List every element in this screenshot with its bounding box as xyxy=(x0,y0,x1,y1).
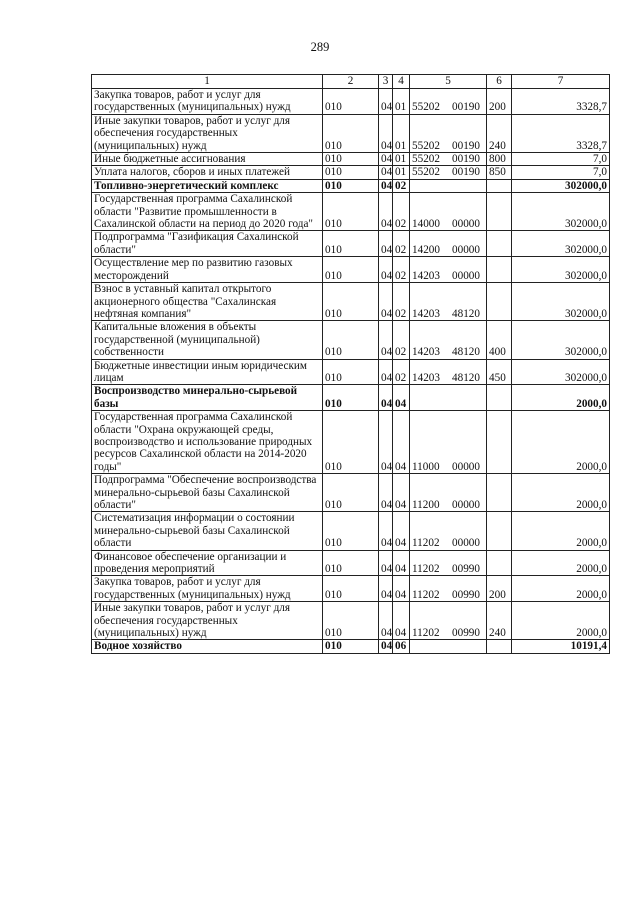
row-code: 010 xyxy=(323,550,379,576)
row-expense-type xyxy=(487,283,512,321)
row-target-article xyxy=(410,153,487,166)
row-name: Осуществление мер по развитию газовых месторождений xyxy=(92,257,323,283)
target-article-direction: 00000 xyxy=(452,269,480,282)
row-subsection: 02 xyxy=(393,321,410,359)
row-expense-type: 850 xyxy=(487,166,512,179)
row-code: 010 xyxy=(323,166,379,179)
row-sum: 3328,7 xyxy=(512,114,610,152)
row-target-article xyxy=(410,193,487,231)
row-section: 04 xyxy=(379,179,393,192)
row-sum: 2000,0 xyxy=(512,474,610,512)
table-row xyxy=(92,231,610,257)
row-name: Уплата налогов, сборов и иных платежей xyxy=(92,166,323,179)
table-row xyxy=(92,512,610,550)
row-section: 04 xyxy=(379,166,393,179)
target-article-program: 14203 xyxy=(412,346,440,359)
row-name: Государственная программа Сахалинской области "Охрана окружающей среды, воспроизводство и использование природных ресурсов Сахалинской области на 2014-2020 годы" xyxy=(92,411,323,474)
row-name: Подпрограмма "Газификация Сахалинской области" xyxy=(92,231,323,257)
row-code: 010 xyxy=(323,474,379,512)
table-row xyxy=(92,283,610,321)
row-sum: 2000,0 xyxy=(512,576,610,602)
header-col-5: 5 xyxy=(410,75,487,89)
table-row xyxy=(92,321,610,359)
row-name: Водное хозяйство xyxy=(92,640,323,653)
row-target-article xyxy=(410,114,487,152)
target-article-direction: 00000 xyxy=(452,499,480,511)
row-target-article xyxy=(410,411,487,474)
table-row xyxy=(92,193,610,231)
row-target-article xyxy=(410,359,487,385)
row-subsection: 04 xyxy=(393,411,410,474)
target-article-direction: 48120 xyxy=(452,371,480,384)
row-target-article xyxy=(410,602,487,640)
row-expense-type xyxy=(487,179,512,192)
row-section: 04 xyxy=(379,359,393,385)
target-article-direction: 00190 xyxy=(452,153,480,166)
row-expense-type xyxy=(487,193,512,231)
header-col-1: 1 xyxy=(92,75,323,89)
target-article-direction: 00000 xyxy=(452,243,480,256)
row-sum: 302000,0 xyxy=(512,193,610,231)
row-subsection: 01 xyxy=(393,166,410,179)
row-section: 04 xyxy=(379,550,393,576)
row-code: 010 xyxy=(323,231,379,257)
row-subsection: 02 xyxy=(393,179,410,192)
row-code: 010 xyxy=(323,179,379,192)
table-row xyxy=(92,474,610,512)
row-target-article xyxy=(410,283,487,321)
target-article-program: 11000 xyxy=(412,460,440,473)
row-code: 010 xyxy=(323,411,379,474)
row-name: Капитальные вложения в объекты государственной (муниципальной) собственности xyxy=(92,321,323,359)
row-code: 010 xyxy=(323,512,379,550)
row-target-article xyxy=(410,89,487,115)
row-expense-type xyxy=(487,640,512,653)
row-expense-type: 240 xyxy=(487,114,512,152)
row-subsection: 04 xyxy=(393,602,410,640)
row-subsection: 02 xyxy=(393,257,410,283)
row-expense-type xyxy=(487,385,512,411)
target-article-program: 11202 xyxy=(412,537,440,550)
row-section: 04 xyxy=(379,231,393,257)
row-subsection: 02 xyxy=(393,231,410,257)
table-row xyxy=(92,602,610,640)
row-target-article xyxy=(410,257,487,283)
row-section: 04 xyxy=(379,321,393,359)
table-row xyxy=(92,640,610,653)
row-code: 010 xyxy=(323,257,379,283)
target-article-direction: 00190 xyxy=(452,139,480,152)
row-sum: 302000,0 xyxy=(512,321,610,359)
row-sum: 3328,7 xyxy=(512,89,610,115)
row-sum: 2000,0 xyxy=(512,512,610,550)
target-article-direction: 00190 xyxy=(452,166,480,179)
row-name: Топливно-энергетический комплекс xyxy=(92,179,323,192)
row-expense-type xyxy=(487,474,512,512)
row-name: Государственная программа Сахалинской области "Развитие промышленности в Сахалинской области на период до 2020 года" xyxy=(92,193,323,231)
row-target-article xyxy=(410,321,487,359)
target-article-program: 55202 xyxy=(412,139,440,152)
row-section: 04 xyxy=(379,257,393,283)
table-row xyxy=(92,166,610,179)
row-expense-type: 800 xyxy=(487,153,512,166)
row-target-article xyxy=(410,512,487,550)
row-name: Подпрограмма "Обеспечение воспроизводства минерально-сырьевой базы Сахалинской области" xyxy=(92,474,323,512)
row-code: 010 xyxy=(323,385,379,411)
target-article-direction: 48120 xyxy=(452,346,480,359)
page-number: 289 xyxy=(310,40,330,54)
table-row xyxy=(92,359,610,385)
row-sum: 2000,0 xyxy=(512,602,610,640)
row-expense-type xyxy=(487,550,512,576)
header-col-6: 6 xyxy=(487,75,512,89)
table-row xyxy=(92,385,610,411)
row-subsection: 02 xyxy=(393,283,410,321)
row-sum: 2000,0 xyxy=(512,385,610,411)
row-expense-type: 240 xyxy=(487,602,512,640)
target-article-program: 14203 xyxy=(412,371,440,384)
row-sum: 302000,0 xyxy=(512,257,610,283)
row-subsection: 04 xyxy=(393,385,410,411)
row-section: 04 xyxy=(379,153,393,166)
row-section: 04 xyxy=(379,602,393,640)
row-code: 010 xyxy=(323,359,379,385)
target-article-direction: 48120 xyxy=(452,307,480,320)
row-section: 04 xyxy=(379,89,393,115)
table-row xyxy=(92,257,610,283)
row-subsection: 04 xyxy=(393,474,410,512)
row-sum: 2000,0 xyxy=(512,411,610,474)
row-section: 04 xyxy=(379,385,393,411)
header-col-7: 7 xyxy=(512,75,610,89)
row-sum: 7,0 xyxy=(512,166,610,179)
row-code: 010 xyxy=(323,602,379,640)
row-name: Взнос в уставный капитал открытого акционерного общества "Сахалинская нефтяная компания" xyxy=(92,283,323,321)
row-subsection: 04 xyxy=(393,550,410,576)
row-section: 04 xyxy=(379,640,393,653)
row-sum: 7,0 xyxy=(512,153,610,166)
row-expense-type: 200 xyxy=(487,89,512,115)
target-article-program: 11200 xyxy=(412,499,440,511)
row-target-article xyxy=(410,166,487,179)
row-target-article xyxy=(410,474,487,512)
row-section: 04 xyxy=(379,411,393,474)
row-expense-type xyxy=(487,512,512,550)
row-section: 04 xyxy=(379,512,393,550)
row-name: Систематизация информации о состоянии минерально-сырьевой базы Сахалинской области xyxy=(92,512,323,550)
row-sum: 302000,0 xyxy=(512,231,610,257)
header-col-2: 2 xyxy=(323,75,379,89)
row-section: 04 xyxy=(379,114,393,152)
row-sum: 302000,0 xyxy=(512,179,610,192)
row-section: 04 xyxy=(379,576,393,602)
row-code: 010 xyxy=(323,114,379,152)
row-expense-type: 450 xyxy=(487,359,512,385)
row-subsection: 01 xyxy=(393,114,410,152)
row-code: 010 xyxy=(323,576,379,602)
row-expense-type xyxy=(487,231,512,257)
header-col-3: 3 xyxy=(379,75,393,89)
row-code: 010 xyxy=(323,640,379,653)
row-name: Финансовое обеспечение организации и проведения мероприятий xyxy=(92,550,323,576)
target-article-program: 14203 xyxy=(412,269,440,282)
target-article-program: 55202 xyxy=(412,153,440,166)
target-article-direction: 00000 xyxy=(452,537,480,550)
row-name: Иные бюджетные ассигнования xyxy=(92,153,323,166)
row-expense-type: 200 xyxy=(487,576,512,602)
target-article-direction: 00990 xyxy=(452,627,480,640)
target-article-direction: 00990 xyxy=(452,563,480,576)
row-section: 04 xyxy=(379,193,393,231)
row-subsection: 06 xyxy=(393,640,410,653)
row-target-article xyxy=(410,640,487,653)
row-section: 04 xyxy=(379,474,393,512)
target-article-program: 14203 xyxy=(412,307,440,320)
row-subsection: 02 xyxy=(393,193,410,231)
target-article-program: 11202 xyxy=(412,563,440,576)
row-expense-type xyxy=(487,257,512,283)
table-row xyxy=(92,114,610,152)
row-subsection: 01 xyxy=(393,89,410,115)
row-name: Закупка товаров, работ и услуг для государственных (муниципальных) нужд xyxy=(92,89,323,115)
row-expense-type: 400 xyxy=(487,321,512,359)
row-code: 010 xyxy=(323,89,379,115)
target-article-program: 14000 xyxy=(412,218,440,231)
row-subsection: 01 xyxy=(393,153,410,166)
table-row xyxy=(92,411,610,474)
row-code: 010 xyxy=(323,283,379,321)
table-row xyxy=(92,576,610,602)
table-row xyxy=(92,153,610,166)
row-name: Бюджетные инвестиции иным юридическим лицам xyxy=(92,359,323,385)
target-article-program: 14200 xyxy=(412,243,440,256)
row-sum: 302000,0 xyxy=(512,283,610,321)
table-row xyxy=(92,550,610,576)
target-article-direction: 00000 xyxy=(452,460,480,473)
target-article-program: 11202 xyxy=(412,588,440,601)
row-subsection: 02 xyxy=(393,359,410,385)
row-sum: 10191,4 xyxy=(512,640,610,653)
row-subsection: 04 xyxy=(393,512,410,550)
target-article-direction: 00190 xyxy=(452,101,480,114)
row-target-article xyxy=(410,179,487,192)
row-sum: 2000,0 xyxy=(512,550,610,576)
row-sum: 302000,0 xyxy=(512,359,610,385)
header-col-4: 4 xyxy=(393,75,410,89)
row-target-article xyxy=(410,550,487,576)
table-row xyxy=(92,89,610,115)
table-row xyxy=(92,179,610,192)
budget-table xyxy=(91,74,610,654)
header-row xyxy=(92,75,610,89)
row-target-article xyxy=(410,231,487,257)
row-name: Воспроизводство минерально-сырьевой базы xyxy=(92,385,323,411)
row-target-article xyxy=(410,576,487,602)
target-article-program: 55202 xyxy=(412,101,440,114)
row-code: 010 xyxy=(323,321,379,359)
target-article-program: 11202 xyxy=(412,627,440,640)
row-subsection: 04 xyxy=(393,576,410,602)
row-name: Закупка товаров, работ и услуг для государственных (муниципальных) нужд xyxy=(92,576,323,602)
row-name: Иные закупки товаров, работ и услуг для обеспечения государственных (муниципальных) нужд xyxy=(92,114,323,152)
row-section: 04 xyxy=(379,283,393,321)
row-code: 010 xyxy=(323,153,379,166)
row-expense-type xyxy=(487,411,512,474)
target-article-program: 55202 xyxy=(412,166,440,179)
row-name: Иные закупки товаров, работ и услуг для обеспечения государственных (муниципальных) нужд xyxy=(92,602,323,640)
row-target-article xyxy=(410,385,487,411)
target-article-direction: 00000 xyxy=(452,218,480,231)
row-code: 010 xyxy=(323,193,379,231)
target-article-direction: 00990 xyxy=(452,588,480,601)
